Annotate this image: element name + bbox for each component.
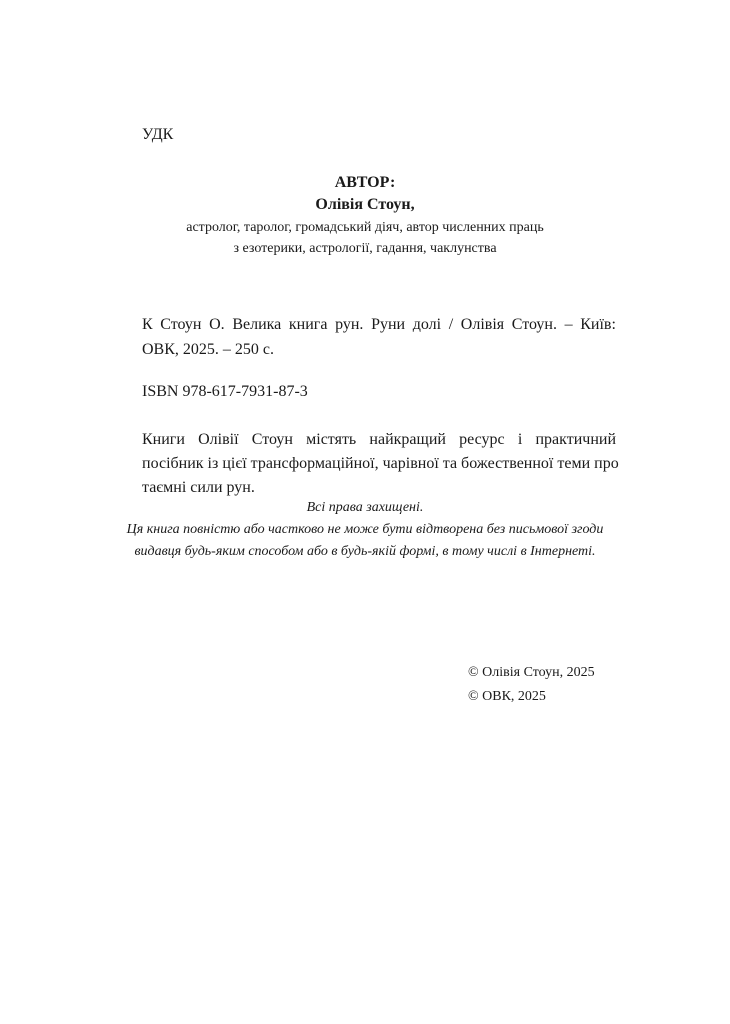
catalog-word: –: [564, 316, 573, 333]
abstract-word: найкращий: [369, 431, 446, 448]
catalog-word: Олівія: [460, 316, 505, 333]
catalog-word: О.: [209, 316, 225, 333]
abstract-word: Олівії: [198, 431, 239, 448]
abstract: [142, 428, 619, 500]
abstract-word: і: [517, 431, 523, 448]
rights-line: видавця будь-яким способом або в будь-якій формі, в тому числі в Інтернеті.: [134, 544, 596, 559]
abstract-word: Книги: [142, 431, 185, 448]
author-block: [0, 172, 730, 259]
catalog-word: долі: [412, 316, 442, 333]
rights-line: Всі права захищені.: [306, 500, 424, 515]
copyright-line: © ОВК, 2025: [468, 689, 546, 704]
catalog-word: Велика: [232, 316, 282, 333]
catalog-line-1: [142, 312, 616, 337]
copyright-line: © Олівія Стоун, 2025: [468, 665, 595, 680]
author-heading: АВТОР:: [334, 174, 396, 191]
abstract-word: практичний: [535, 431, 616, 448]
catalog-letter: К: [142, 316, 153, 333]
catalog-word: Руни: [371, 316, 406, 333]
abstract-line: таємні сили рун.: [142, 479, 255, 496]
author-name: Олівія Стоун,: [315, 196, 415, 213]
isbn: ISBN 978-617-7931-87-3: [142, 383, 308, 400]
rights-line: Ця книга повністю або частково не може бути відтворена без письмової згоди: [126, 522, 604, 537]
abstract-line: посібник із цієї трансформаційної, чарівної та божественної теми про: [142, 455, 619, 472]
abstract-word: ресурс: [459, 431, 505, 448]
catalog-entry: [142, 312, 616, 362]
catalog-word: Стоун: [160, 316, 202, 333]
udk-label: УДК: [142, 126, 174, 143]
copyright-block: [468, 661, 595, 709]
rights-notice: [0, 497, 730, 563]
abstract-word: містять: [306, 431, 357, 448]
catalog-line-2: ОВК, 2025. – 250 с.: [142, 341, 274, 358]
abstract-line: [142, 428, 616, 452]
catalog-word: Стоун.: [511, 316, 557, 333]
author-description-line: з езотерики, астрології, гадання, чаклунства: [233, 241, 497, 256]
catalog-word: Київ:: [580, 316, 616, 333]
catalog-word: рун.: [335, 316, 364, 333]
abstract-word: Стоун: [251, 431, 293, 448]
catalog-word: книга: [288, 316, 328, 333]
author-description: [0, 217, 730, 259]
catalog-word: /: [448, 316, 454, 333]
author-description-line: астролог, таролог, громадський діяч, автор численних праць: [186, 220, 544, 235]
